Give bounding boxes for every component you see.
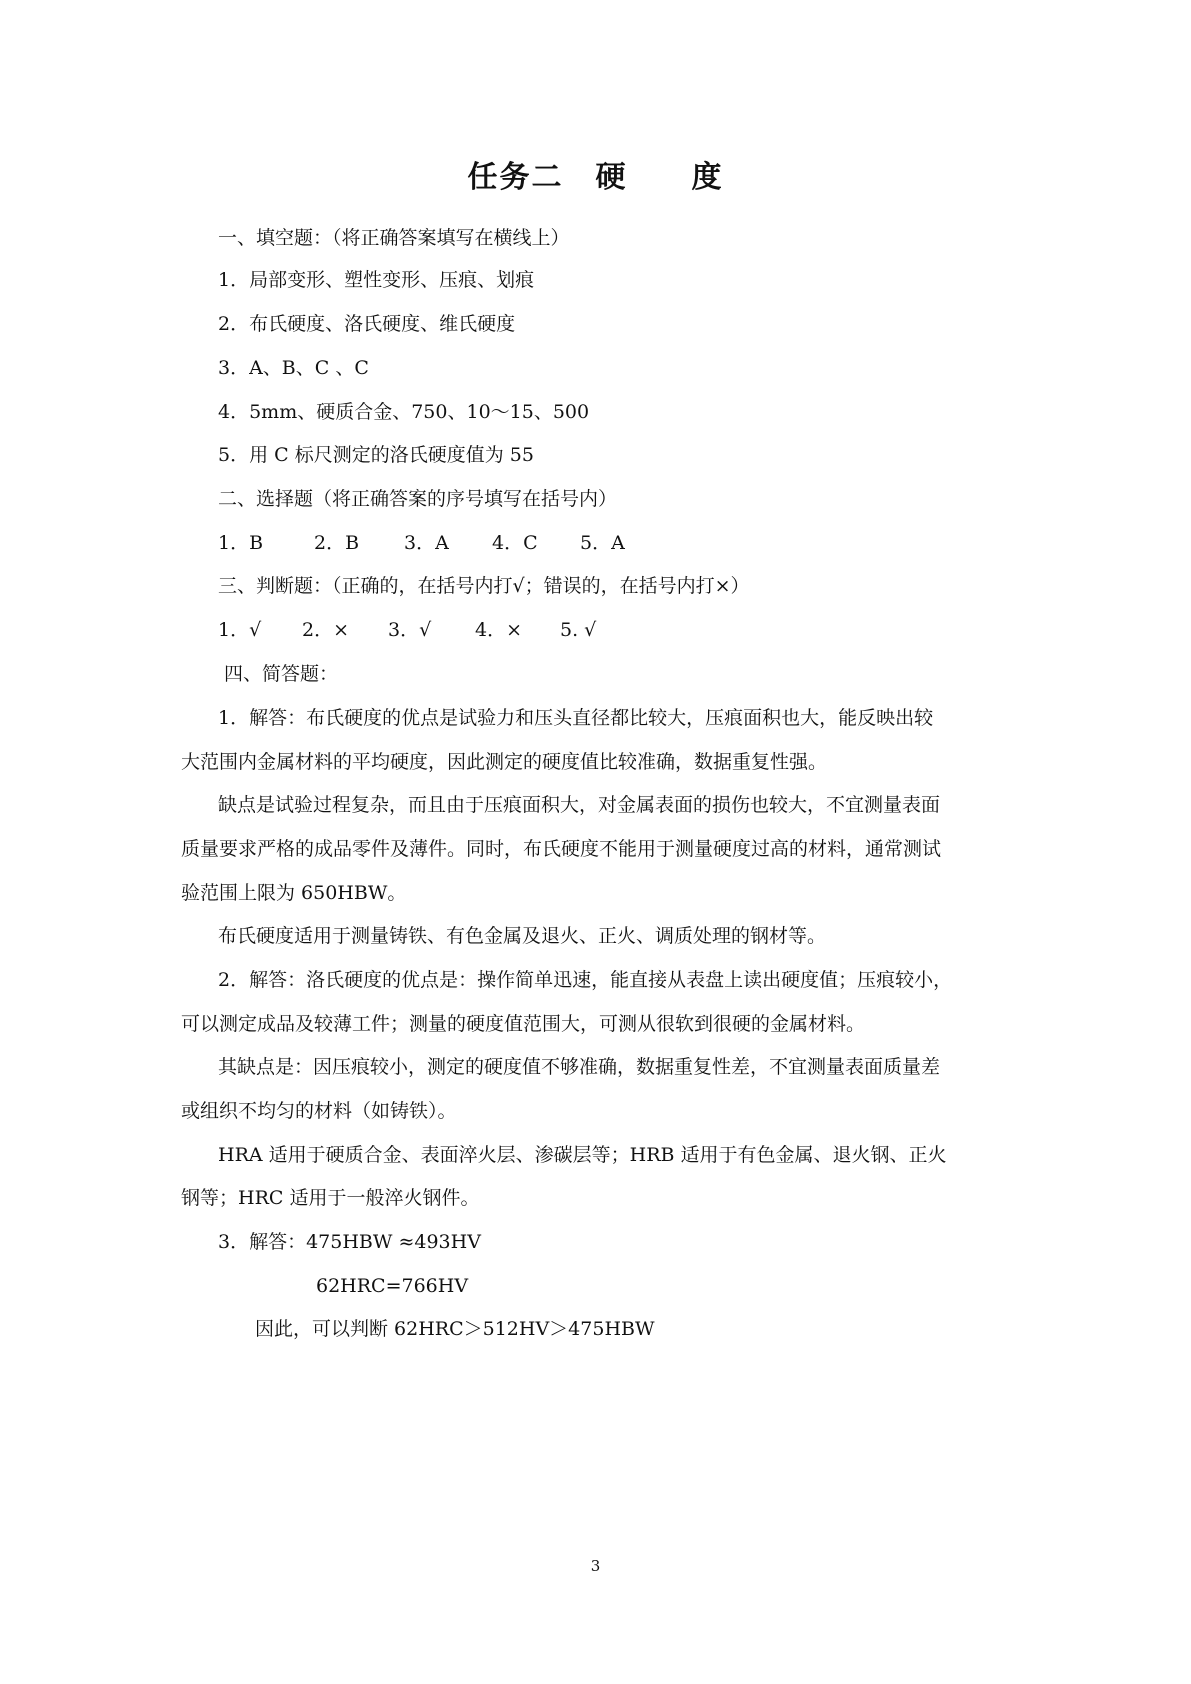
judge-answer: 2．× [302,619,350,641]
answer-conclusion-line: 因此，可以判断 62HRC＞512HV＞475HBW [255,1318,655,1340]
fill-blank-item: 3．A、B、C 、C [218,357,369,379]
section-heading-judge: 三、判断题：（正确的，在括号内打√；错误的，在括号内打×） [218,575,750,597]
judge-answer: 4．× [475,619,523,641]
answer-paragraph-line: 验范围上限为 650HBW。 [181,882,407,904]
answer-paragraph-line: 质量要求严格的成品零件及薄件。同时，布氏硬度不能用于测量硬度过高的材料，通常测试 [181,838,942,860]
judge-answer: 1．√ [218,619,262,641]
answer-paragraph-line: 1．解答：布氏硬度的优点是试验力和压头直径都比较大，压痕面积也大，能反映出较 [218,707,934,729]
answer-paragraph-line: HRA 适用于硬质合金、表面淬火层、渗碳层等；HRB 适用于有色金属、退火钢、正火 [218,1144,947,1166]
answer-paragraph-line: 缺点是试验过程复杂，而且由于压痕面积大，对金属表面的损伤也较大，不宜测量表面 [218,794,941,816]
choice-answer: 2．B [314,532,360,554]
judge-answer: 3．√ [388,619,432,641]
section-heading-choice: 二、选择题（将正确答案的序号填写在括号内） [218,488,618,510]
answer-paragraph-line: 3．解答：475HBW ≈493HV [218,1231,481,1253]
choice-answer: 4．C [492,532,538,554]
answer-paragraph-line: 其缺点是：因压痕较小，测定的硬度值不够准确，数据重复性差，不宜测量表面质量差 [218,1056,941,1078]
fill-blank-item: 1．局部变形、塑性变形、压痕、划痕 [218,269,535,291]
answer-paragraph-line: 可以测定成品及较薄工件；测量的硬度值范围大，可测从很软到很硬的金属材料。 [181,1013,866,1035]
choice-answer-row [218,531,718,555]
fill-blank-item: 4．5mm、硬质合金、750、10～15、500 [218,401,590,423]
section-heading-fill-blank: 一、填空题：（将正确答案填写在横线上） [218,227,570,249]
judge-answer-row [218,618,718,642]
choice-answer: 3．A [404,532,449,554]
answer-paragraph-line: 或组织不均匀的材料（如铸铁）。 [181,1100,457,1122]
fill-blank-item: 5．用 C 标尺测定的洛氏硬度值为 55 [218,444,534,466]
answer-paragraph-line: 钢等；HRC 适用于一般淬火钢件。 [181,1187,480,1209]
answer-paragraph-line: 2．解答：洛氏硬度的优点是：操作简单迅速，能直接从表盘上读出硬度值；压痕较小， [218,969,953,991]
fill-blank-item: 2．布氏硬度、洛氏硬度、维氏硬度 [218,313,516,335]
section-heading-short-answer: 四、简答题： [224,663,339,685]
answer-paragraph-line: 大范围内金属材料的平均硬度，因此测定的硬度值比较准确，数据重复性强。 [181,751,828,773]
judge-answer: 5. √ [560,619,597,641]
answer-formula-line: 62HRC=766HV [316,1275,469,1297]
page-title: 任务二 硬 度 [467,160,724,195]
choice-answer: 5．A [580,532,625,554]
page-number: 3 [590,1557,601,1575]
answer-paragraph-line: 布氏硬度适用于测量铸铁、有色金属及退火、正火、调质处理的钢材等。 [218,925,827,947]
choice-answer: 1．B [218,532,264,554]
